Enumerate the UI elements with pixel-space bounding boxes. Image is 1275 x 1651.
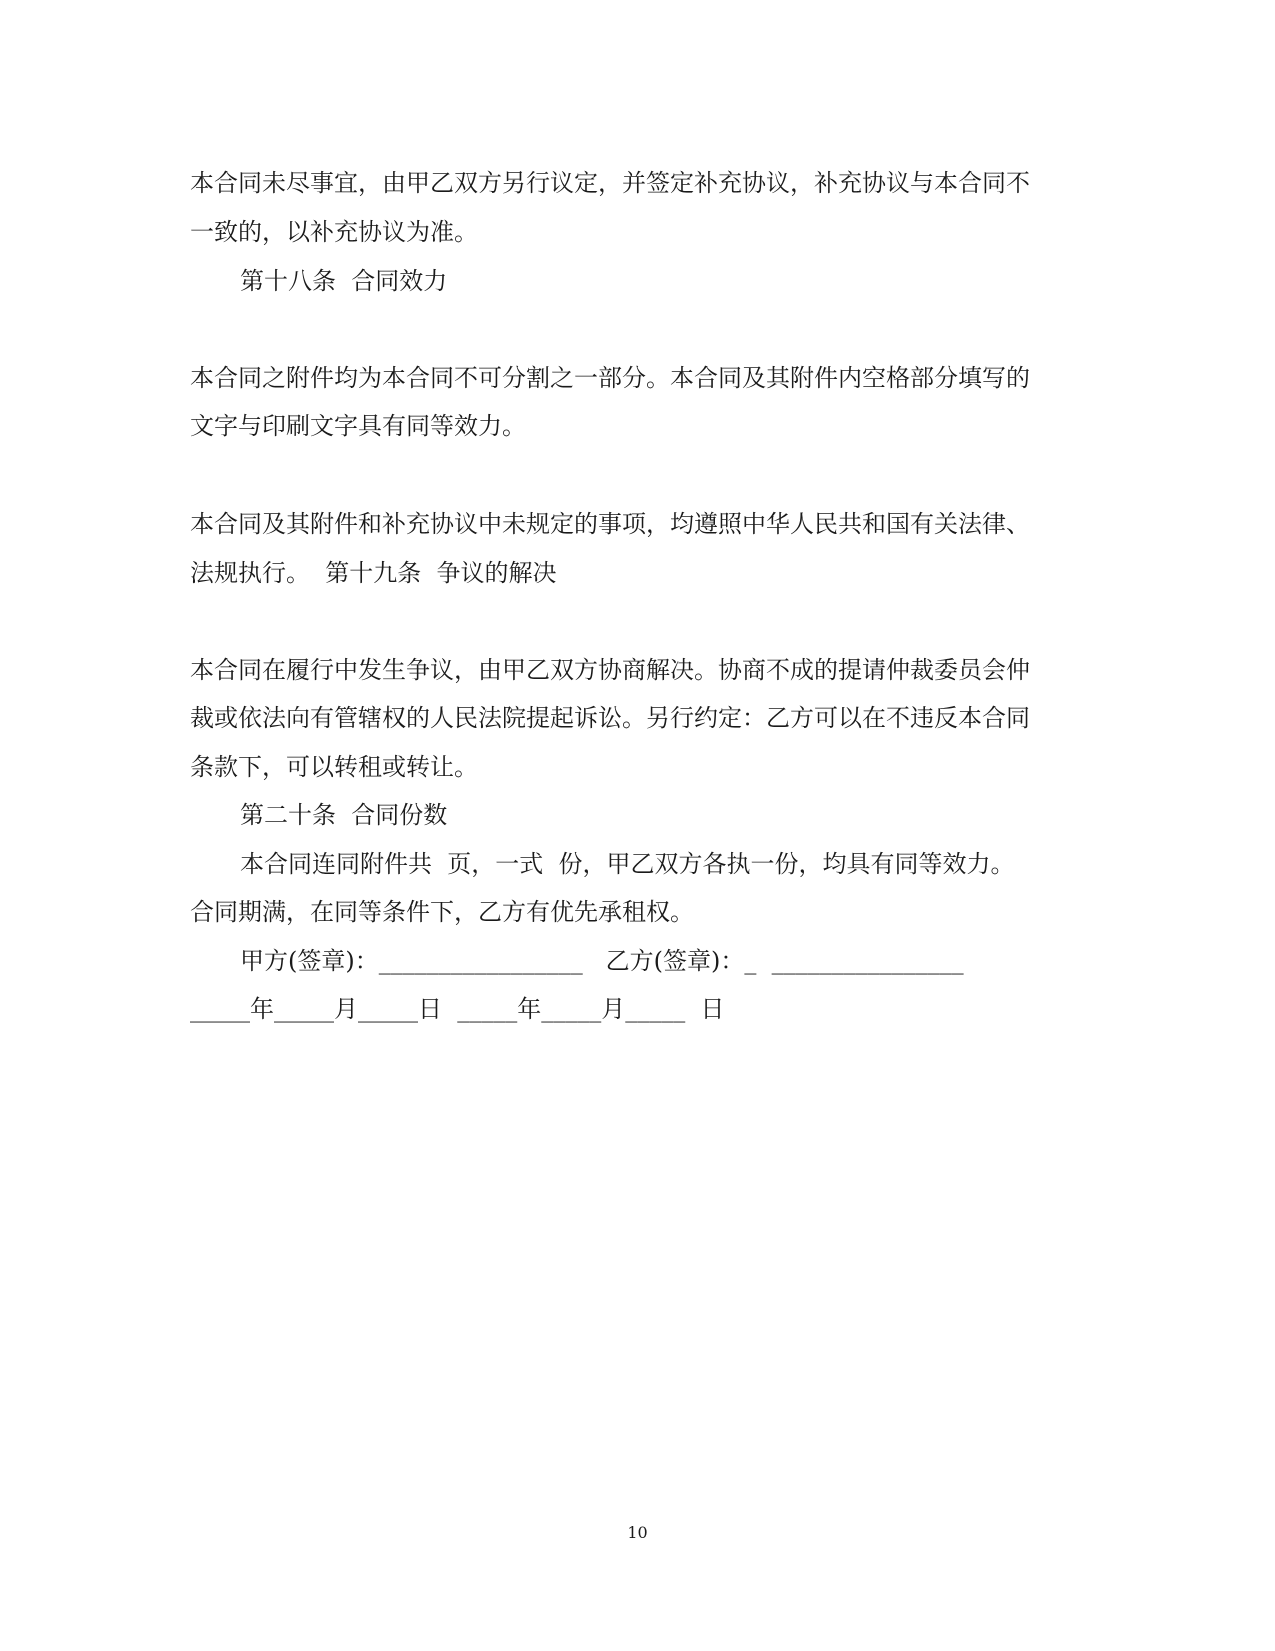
paragraph-line: 本合同在履行中发生争议，由甲乙双方协商解决。协商不成的提请仲裁委员会仲 xyxy=(190,656,1030,684)
paragraph-line: 本合同之附件均为本合同不可分割之一部分。本合同及其附件内空格部分填写的 xyxy=(190,364,1030,392)
paragraph-line: 本合同及其附件和补充协议中未规定的事项，均遵照中华人民共和国有关法律、 xyxy=(190,510,1030,538)
paragraph-line: 本合同连同附件共 页，一式 份，甲乙双方各执一份，均具有同等效力。 xyxy=(240,850,1015,878)
paragraph-line: 裁或依法向有管辖权的人民法院提起诉讼。另行约定：乙方可以在不违反本合同 xyxy=(190,704,1030,732)
page-number: 10 xyxy=(627,1523,648,1542)
paragraph-line: 本合同未尽事宜，由甲乙双方另行议定，并签定补充协议，补充协议与本合同不 xyxy=(190,169,1030,197)
paragraph-line: 合同期满，在同等条件下，乙方有优先承租权。 xyxy=(190,898,694,926)
section-heading: 第二十条 合同份数 xyxy=(240,801,448,829)
paragraph-line: 文字与印刷文字具有同等效力。 xyxy=(190,412,526,440)
date-line: _____年_____月_____日 _____年_____月_____ 日 xyxy=(190,995,725,1023)
paragraph-line: 法规执行。 第十九条 争议的解决 xyxy=(190,559,557,587)
paragraph-line: 一致的，以补充协议为准。 xyxy=(190,218,478,246)
section-heading: 第十八条 合同效力 xyxy=(240,267,448,295)
signature-line: 甲方(签章)：_________________ 乙方(签章)：_ ________________ xyxy=(240,947,964,975)
paragraph-line: 条款下，可以转租或转让。 xyxy=(190,753,478,781)
